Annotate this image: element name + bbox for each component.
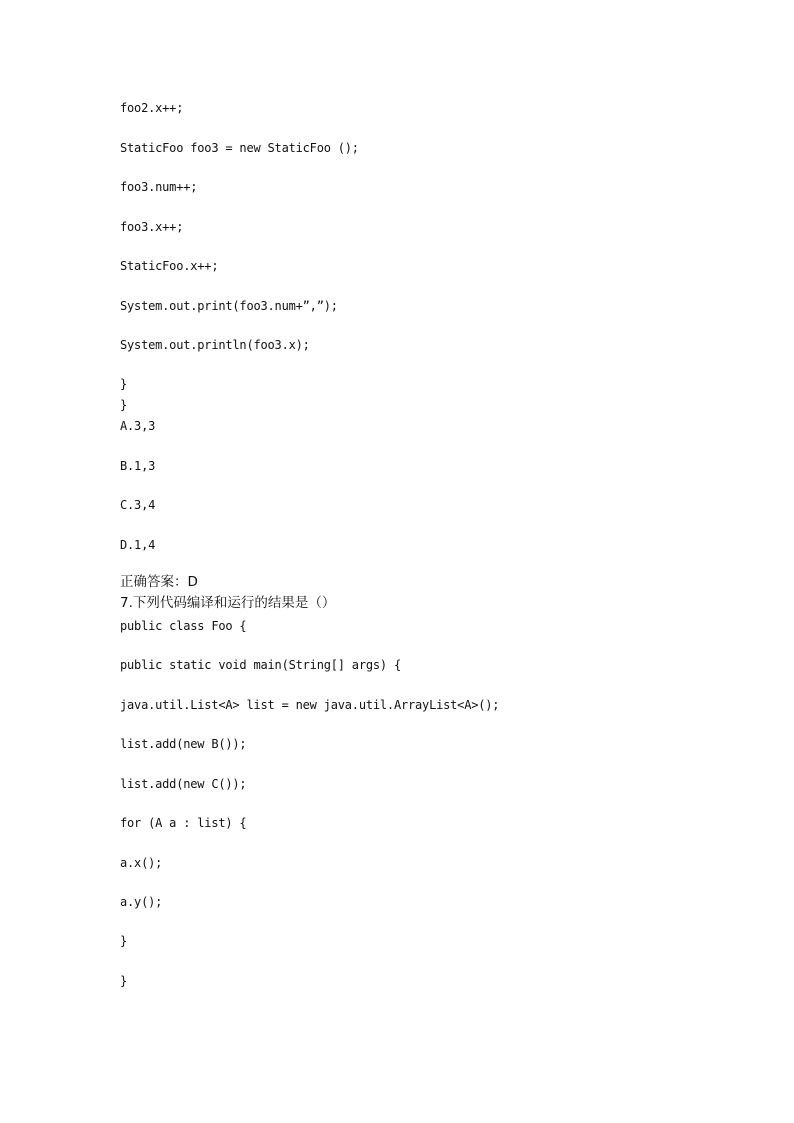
code-line: } bbox=[120, 398, 128, 412]
code-line: } bbox=[120, 974, 128, 988]
code-line: list.add(new C()); bbox=[120, 777, 247, 791]
code-line: a.y(); bbox=[120, 895, 163, 909]
option-c: C.3,4 bbox=[120, 498, 156, 512]
option-b: B.1,3 bbox=[120, 459, 156, 473]
code-line: } bbox=[120, 934, 128, 948]
code-line: foo3.x++; bbox=[120, 220, 184, 234]
code-line: a.x(); bbox=[120, 856, 163, 870]
code-line: foo2.x++; bbox=[120, 101, 184, 115]
option-d: D.1,4 bbox=[120, 538, 156, 552]
code-line: list.add(new B()); bbox=[120, 737, 247, 751]
option-a: A.3,3 bbox=[120, 419, 156, 433]
question-title: 7.下列代码编译和运行的结果是（） bbox=[120, 595, 336, 611]
code-line: public static void main(String[] args) { bbox=[120, 658, 401, 672]
correct-answer: 正确答案：D bbox=[120, 574, 198, 590]
code-line: StaticFoo foo3 = new StaticFoo (); bbox=[120, 141, 359, 155]
code-line: public class Foo { bbox=[120, 619, 247, 633]
code-line: System.out.println(foo3.x); bbox=[120, 338, 310, 352]
code-line: for (A a : list) { bbox=[120, 816, 247, 830]
code-line: } bbox=[120, 377, 128, 391]
code-line: foo3.num++; bbox=[120, 180, 198, 194]
code-line: java.util.List<A> list = new java.util.ArrayList<A>(); bbox=[120, 698, 500, 712]
code-line: System.out.print(foo3.num+”,”); bbox=[120, 299, 338, 313]
code-line: StaticFoo.x++; bbox=[120, 259, 219, 273]
